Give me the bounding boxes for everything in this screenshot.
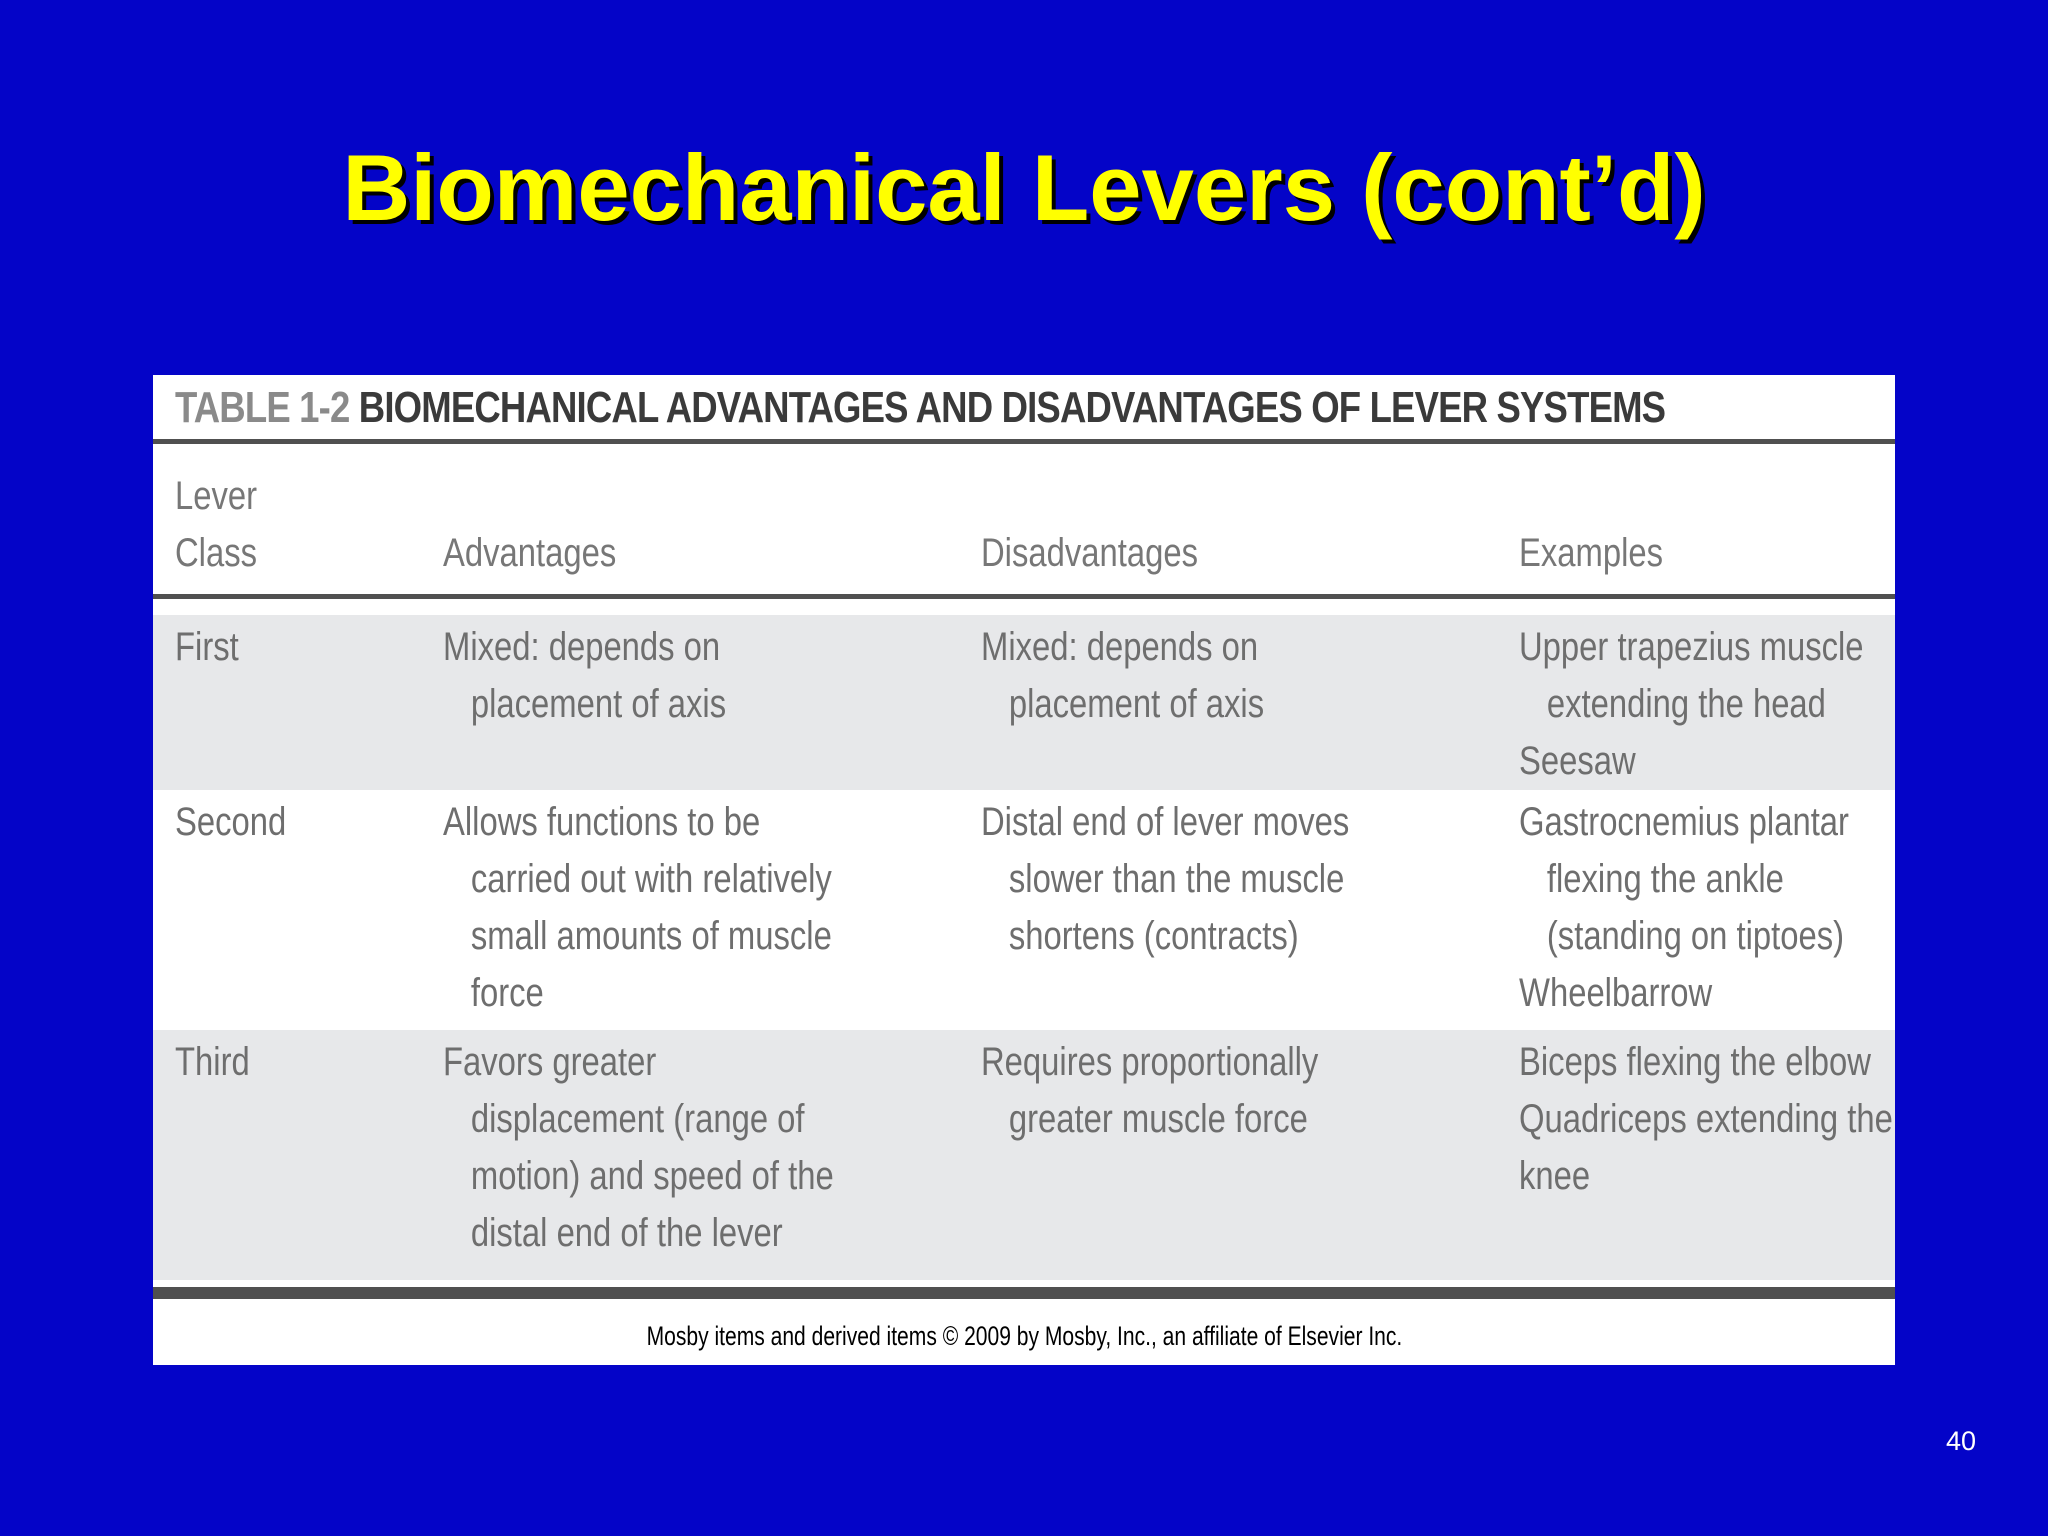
slide-number: 40 <box>1945 1426 1976 1456</box>
cell-line: carried out with relatively <box>470 857 832 901</box>
advantages-cell <box>443 619 726 733</box>
disadvantages-cell <box>981 619 1264 733</box>
cell-line: placement of axis <box>1008 682 1265 726</box>
table-bottom-rule <box>153 1287 1895 1299</box>
table-header-rule <box>153 594 1895 599</box>
table-row <box>153 615 1895 790</box>
examples-cell <box>1519 794 1849 1022</box>
lever-class-cell: Second <box>175 800 287 844</box>
cell-line: slower than the muscle <box>1008 857 1345 901</box>
examples-cell <box>1519 619 1864 790</box>
cell-line: Distal end of lever moves <box>981 800 1350 844</box>
cell-line: Mixed: depends on <box>443 625 721 669</box>
cell-line: knee <box>1519 1154 1591 1198</box>
cell-line: Seesaw <box>1519 739 1636 783</box>
lever-systems-table <box>153 375 1895 1365</box>
cell-line: placement of axis <box>470 682 727 726</box>
cell-line: distal end of the lever <box>470 1211 783 1255</box>
cell-line: (standing on tiptoes) <box>1546 914 1845 958</box>
examples-cell <box>1519 1034 1893 1205</box>
header-examples: Examples <box>1519 531 1664 575</box>
table-row <box>153 1030 1895 1280</box>
table-caption-text: BIOMECHANICAL ADVANTAGES AND DISADVANTAGES OF LEVER SYSTEMS <box>358 383 1666 432</box>
slide-title: Biomechanical Levers (cont’d) <box>342 135 1706 240</box>
lever-class-cell: First <box>175 625 239 669</box>
cell-line: flexing the ankle <box>1546 857 1784 901</box>
cell-line: shortens (contracts) <box>1008 914 1299 958</box>
table-header-row <box>153 444 1895 594</box>
cell-line: displacement (range of <box>470 1097 805 1141</box>
copyright-footer <box>153 1321 1895 1352</box>
header-disadvantages: Disadvantages <box>981 531 1198 575</box>
cell-line: small amounts of muscle <box>470 914 832 958</box>
cell-line: Mixed: depends on <box>981 625 1259 669</box>
cell-line: Upper trapezius muscle <box>1519 625 1864 669</box>
advantages-cell <box>443 794 832 1022</box>
disadvantages-cell <box>981 794 1349 965</box>
header-lever-class: Lever Class <box>175 474 258 575</box>
cell-line: Requires proportionally <box>981 1040 1319 1084</box>
table-row <box>153 790 1895 1030</box>
cell-line: Gastrocnemius plantar <box>1519 800 1849 844</box>
cell-line: Allows functions to be <box>443 800 761 844</box>
lever-class-cell: Third <box>175 1040 250 1084</box>
cell-line: Biceps flexing the elbow <box>1519 1040 1871 1084</box>
cell-line: extending the head <box>1546 682 1826 726</box>
cell-line: motion) and speed of the <box>470 1154 834 1198</box>
header-advantages: Advantages <box>443 531 617 575</box>
table-caption-number: TABLE 1-2 <box>175 383 350 432</box>
copyright-text: Mosby items and derived items © 2009 by Mosby, Inc., an affiliate of Elsevier Inc. <box>646 1321 1402 1351</box>
cell-line: greater muscle force <box>1008 1097 1308 1141</box>
cell-line: Favors greater <box>443 1040 657 1084</box>
cell-line: force <box>470 971 544 1015</box>
disadvantages-cell <box>981 1034 1318 1148</box>
advantages-cell <box>443 1034 834 1262</box>
cell-line: Wheelbarrow <box>1519 971 1713 1015</box>
cell-line: Quadriceps extending the <box>1519 1097 1893 1141</box>
table-caption <box>175 375 1665 441</box>
